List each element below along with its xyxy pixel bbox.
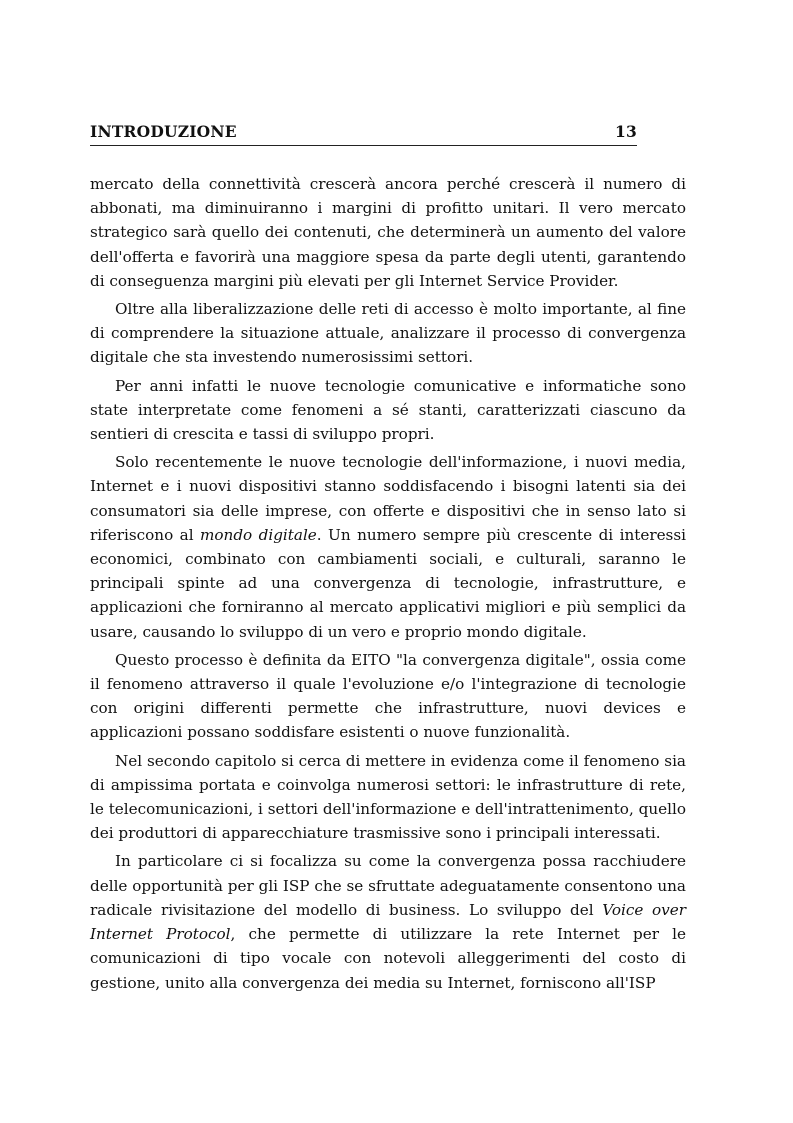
paragraph: Questo processo è definita da EITO "la convergenza digitale", ossia come il fenomeno attraverso il quale l'evoluzione e/o l'integrazione di tecnologie con origini differenti permette che infrastrutture, nuovi devices e applicazioni possano soddisfare esistenti o nuove funzionalità. [90,650,686,742]
paragraph: Per anni infatti le nuove tecnologie comunicative e informatiche sono state interpretate come fenomeni a sé stanti, caratterizzati ciascuno da sentieri di crescita e tassi di sviluppo propri. [90,376,686,444]
chapter-title: INTRODUZIONE [90,122,237,141]
paragraph: Oltre alla liberalizzazione delle reti di accesso è molto importante, al fine di comprendere la situazione attuale, analizzare il processo di convergenza digitale che sta investendo numerosissimi settori. [90,300,686,367]
italic-term: mondo digitale [200,525,317,544]
paragraph: mercato della connettività crescerà ancora perché crescerà il numero di abbonati, ma diminuiranno i margini di profitto unitari. Il vero mercato strategico sarà quello dei contenuti, che determinerà un aumento del valore dell'offerta e favorirà una maggiore spesa da parte degli utenti, garantendo di conseguenza margini più elevati per gli Internet Service Provider. [90,175,686,290]
body-text [90,172,686,999]
paragraph: Solo recentemente le nuove tecnologie dell'informazione, i nuovi media, Internet e i nuovi dispositivi stanno soddisfacendo i bisogni latenti sia dei consumatori sia delle imprese, con offerte e dispositivi che in senso lato si riferiscono al mondo digitale. Un numero sempre più crescente di interessi economici, combinato con cambiamenti sociali, e culturali, saranno le principali spinte ad una convergenza di tecnologie, infrastrutture, e applicazioni che forniranno al mercato applicativi migliori e più semplici da usare, causando lo sviluppo di un vero e proprio mondo digitale. [90,453,687,641]
paragraph: In particolare ci si focalizza su come la convergenza possa racchiudere delle opportunità per gli ISP che se sfruttate adeguatamente consentono una radicale rivisitazione del modello di business. Lo sviluppo del Voice over Internet Protocol, che permette di utilizzare la rete Internet per le comunicazioni di tipo vocale con notevoli alleggerimenti del costo di gestione, unito alla convergenza dei media su Internet, forniscono all'ISP [90,852,686,992]
running-header [90,122,637,146]
paragraph: Nel secondo capitolo si cerca di mettere in evidenza come il fenomeno sia di ampissima portata e coinvolga numerosi settori: le infrastrutture di rete, le telecomunicazioni, i settori dell'informazione e dell'intrattenimento, quello dei produttori di apparecchiature trasmissive sono i principali interessati. [90,751,686,843]
italic-term: Voice over Internet Protocol [90,900,686,944]
page-number: 13 [615,122,637,141]
